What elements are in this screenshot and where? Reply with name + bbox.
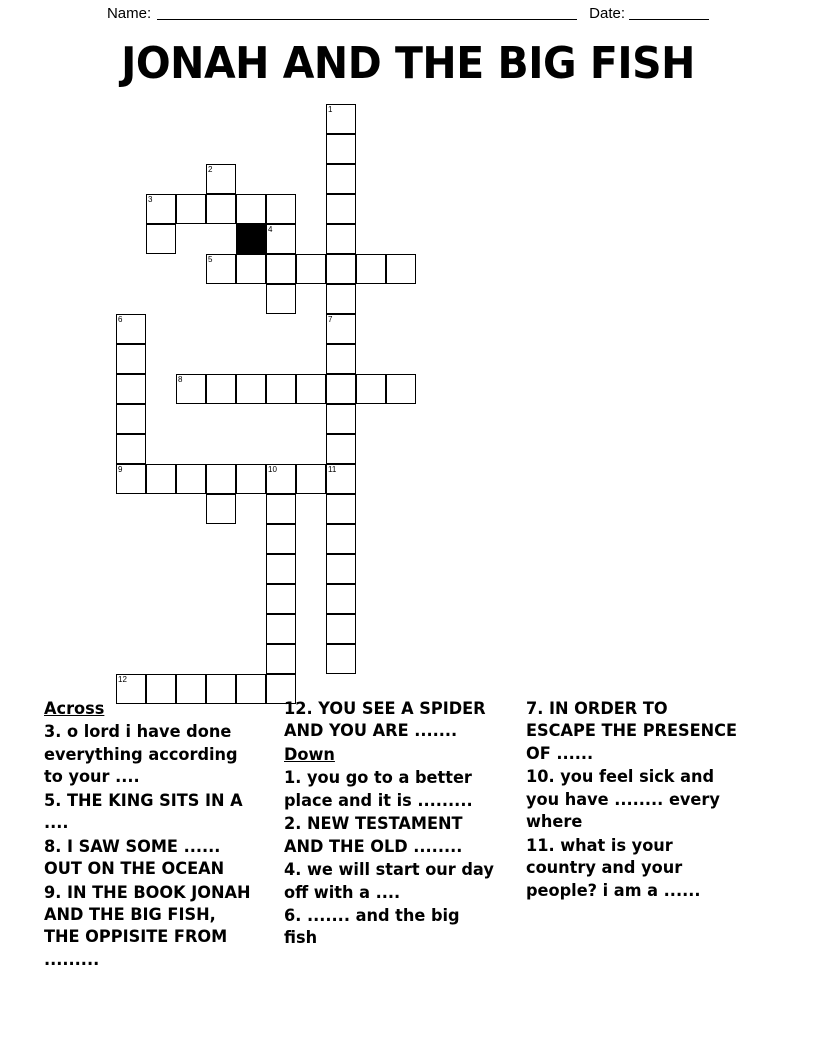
clue-number: 5. bbox=[44, 790, 68, 811]
grid-cell[interactable] bbox=[116, 314, 146, 344]
grid-cell[interactable] bbox=[206, 164, 236, 194]
down-heading: Down bbox=[284, 744, 335, 765]
clues-section bbox=[44, 698, 784, 978]
grid-cell[interactable] bbox=[296, 374, 326, 404]
grid-cell-number: 6 bbox=[118, 315, 123, 324]
grid-cell[interactable] bbox=[266, 284, 296, 314]
grid-cell[interactable] bbox=[176, 374, 206, 404]
clues-column-2 bbox=[284, 698, 497, 951]
clue-number: 11. bbox=[526, 835, 561, 856]
grid-cell[interactable] bbox=[206, 374, 236, 404]
grid-cell[interactable] bbox=[116, 344, 146, 374]
page-title: JONAH AND THE BIG FISH bbox=[121, 38, 695, 89]
clue-number: 8. bbox=[44, 836, 68, 857]
worksheet-header bbox=[0, 0, 816, 26]
grid-cell[interactable] bbox=[356, 374, 386, 404]
grid-cell[interactable] bbox=[326, 314, 356, 344]
clue-number: 3. bbox=[44, 722, 68, 743]
grid-cell-number: 4 bbox=[268, 225, 273, 234]
grid-cell-number: 2 bbox=[208, 165, 213, 174]
clue-number: 1. bbox=[284, 768, 308, 789]
name-write-line[interactable] bbox=[157, 6, 577, 20]
grid-cell[interactable] bbox=[326, 644, 356, 674]
clue-text: I SAW SOME ...... OUT ON THE OCEAN bbox=[44, 836, 225, 880]
clue-text: what is your country and your people? i am a ...... bbox=[526, 835, 701, 901]
clue-item bbox=[44, 882, 257, 972]
clue-item bbox=[44, 721, 257, 788]
grid-cell-number: 9 bbox=[118, 465, 123, 474]
grid-cell-number: 8 bbox=[178, 375, 183, 384]
grid-cell[interactable] bbox=[146, 224, 176, 254]
grid-cell[interactable] bbox=[116, 404, 146, 434]
grid-cell[interactable] bbox=[326, 404, 356, 434]
clues-column-3 bbox=[526, 698, 739, 903]
clue-item bbox=[284, 767, 497, 812]
grid-cell[interactable] bbox=[326, 284, 356, 314]
grid-cell[interactable] bbox=[326, 134, 356, 164]
clue-number: 4. bbox=[284, 860, 308, 881]
grid-cell[interactable] bbox=[326, 614, 356, 644]
grid-cell[interactable] bbox=[236, 374, 266, 404]
clue-item bbox=[44, 790, 257, 835]
clue-text: YOU SEE A SPIDER AND YOU ARE ....... bbox=[284, 699, 486, 742]
grid-cell[interactable] bbox=[326, 494, 356, 524]
grid-cell[interactable] bbox=[296, 254, 326, 284]
grid-cell[interactable] bbox=[266, 554, 296, 584]
grid-cell[interactable] bbox=[266, 644, 296, 674]
grid-cell[interactable] bbox=[386, 374, 416, 404]
clue-text: IN ORDER TO ESCAPE THE PRESENCE OF ...... bbox=[526, 699, 738, 764]
clue-text: you feel sick and you have ........ every where bbox=[526, 767, 720, 833]
grid-cell[interactable] bbox=[266, 584, 296, 614]
grid-cell[interactable] bbox=[266, 194, 296, 224]
grid-cell[interactable] bbox=[146, 464, 176, 494]
grid-cell[interactable] bbox=[326, 194, 356, 224]
date-label: Date: bbox=[589, 4, 626, 22]
grid-cell[interactable] bbox=[116, 374, 146, 404]
clue-number: 2. bbox=[284, 814, 308, 835]
clue-item bbox=[284, 698, 497, 743]
clue-item bbox=[284, 859, 497, 904]
grid-cell[interactable] bbox=[206, 464, 236, 494]
grid-cell[interactable] bbox=[236, 254, 266, 284]
grid-cell[interactable] bbox=[266, 224, 296, 254]
grid-cell[interactable] bbox=[206, 194, 236, 224]
clue-number: 10. bbox=[526, 767, 561, 788]
grid-cell[interactable] bbox=[326, 254, 356, 284]
clue-item bbox=[526, 835, 739, 902]
grid-cell[interactable] bbox=[266, 524, 296, 554]
clue-number: 9. bbox=[44, 882, 68, 903]
clue-item bbox=[526, 766, 739, 833]
grid-cell[interactable] bbox=[236, 194, 266, 224]
clue-text: we will start our day off with a .... bbox=[284, 860, 494, 903]
name-label: Name: bbox=[106, 4, 152, 22]
grid-cell-number: 10 bbox=[268, 465, 277, 474]
clue-number: 6. bbox=[284, 905, 308, 926]
crossword-grid bbox=[0, 104, 816, 694]
clue-text: you go to a better place and it is ......... bbox=[284, 768, 473, 811]
grid-cell[interactable] bbox=[326, 104, 356, 134]
grid-cell[interactable] bbox=[356, 254, 386, 284]
grid-cell[interactable] bbox=[116, 464, 146, 494]
grid-block-cell bbox=[236, 224, 266, 254]
clue-item bbox=[284, 905, 497, 950]
clue-text: THE KING SITS IN A .... bbox=[44, 790, 243, 834]
grid-cell[interactable] bbox=[326, 584, 356, 614]
grid-cell[interactable] bbox=[236, 464, 266, 494]
grid-cell[interactable] bbox=[326, 374, 356, 404]
clue-text: NEW TESTAMENT AND THE OLD ........ bbox=[284, 814, 463, 857]
grid-cell-number: 11 bbox=[328, 465, 337, 474]
clue-item bbox=[284, 813, 497, 858]
grid-cell-number: 7 bbox=[328, 315, 333, 324]
grid-cell[interactable] bbox=[146, 194, 176, 224]
grid-cell[interactable] bbox=[206, 254, 236, 284]
grid-cell[interactable] bbox=[176, 194, 206, 224]
grid-cell[interactable] bbox=[266, 494, 296, 524]
grid-cell[interactable] bbox=[266, 254, 296, 284]
clue-text: o lord i have done everything according to your .... bbox=[44, 722, 238, 788]
grid-cell[interactable] bbox=[326, 464, 356, 494]
grid-cell[interactable] bbox=[326, 164, 356, 194]
grid-cell[interactable] bbox=[326, 344, 356, 374]
grid-cell-number: 1 bbox=[328, 105, 333, 114]
grid-cell[interactable] bbox=[176, 464, 206, 494]
grid-cell[interactable] bbox=[266, 374, 296, 404]
grid-cell[interactable] bbox=[326, 434, 356, 464]
clue-number: 12. bbox=[284, 699, 319, 719]
date-write-line[interactable] bbox=[629, 6, 709, 20]
clue-text: ....... and the big fish bbox=[284, 905, 460, 949]
grid-cell-number: 12 bbox=[118, 675, 127, 684]
clue-number: 7. bbox=[526, 699, 550, 719]
grid-cell[interactable] bbox=[116, 434, 146, 464]
grid-cell[interactable] bbox=[326, 224, 356, 254]
grid-cell[interactable] bbox=[266, 464, 296, 494]
grid-cell[interactable] bbox=[296, 464, 326, 494]
grid-cell[interactable] bbox=[266, 614, 296, 644]
clue-item bbox=[44, 836, 257, 881]
grid-cell-number: 3 bbox=[148, 195, 153, 204]
grid-cell[interactable] bbox=[206, 494, 236, 524]
clues-column-1 bbox=[44, 698, 257, 972]
clue-text: IN THE BOOK JONAH AND THE BIG FISH, THE OPPISITE FROM ......... bbox=[44, 882, 251, 970]
grid-cell[interactable] bbox=[326, 554, 356, 584]
grid-cell[interactable] bbox=[326, 524, 356, 554]
across-heading: Across bbox=[44, 699, 105, 719]
grid-cell[interactable] bbox=[386, 254, 416, 284]
grid-cell-number: 5 bbox=[208, 255, 213, 264]
clue-item bbox=[526, 698, 739, 765]
